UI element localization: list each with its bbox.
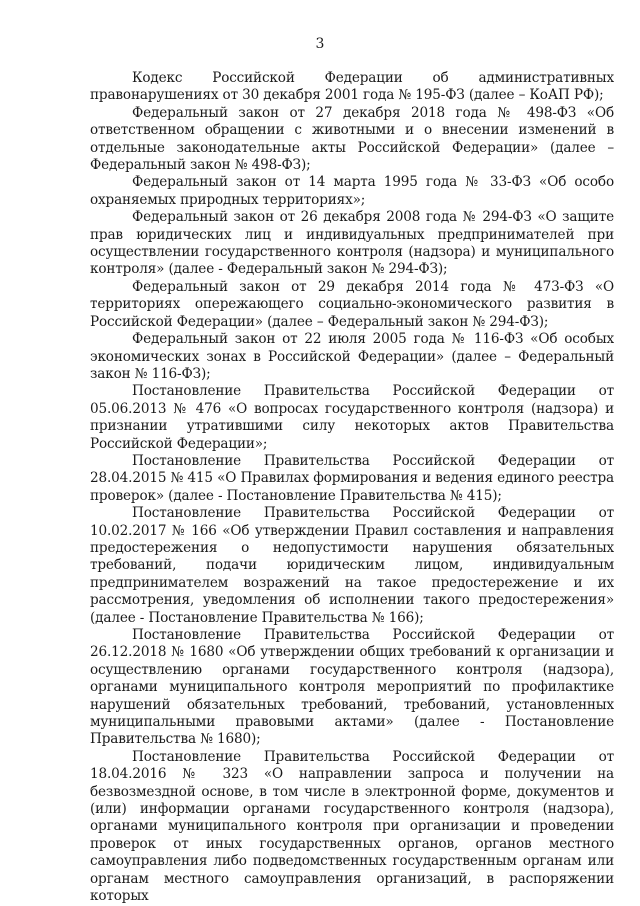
paragraph-fz-294: Федеральный закон от 26 декабря 2008 года № 294-ФЗ «О защите прав юридических лиц и индивидуальных предпринимателей при осуществлении государственного контроля (надзора) и муниципального контроля» (далее - Федеральный закон № 294-ФЗ); — [90, 209, 614, 278]
page-number: 3 — [315, 36, 325, 52]
paragraph-fz-473: Федеральный закон от 29 декабря 2014 года № 473-ФЗ «О территориях опережающего социально-экономического развития в Российской Федерации» (далее – Федеральный закон № 294-ФЗ); — [90, 278, 614, 330]
paragraph-postanovlenie-323: Постановление Правительства Российской Федерации от 18.04.2016 № 323 «О направлении запроса и получении на безвозмездной основе, в том числе в электронной форме, документов и (или) информации органами государственного контроля (надзора), органами муниципального контроля при организации и проведении проверок от иных государственных органов, органов местного самоуправления либо подведомственных государственным органам или органам местного самоуправления организаций, в распоряжении которых — [90, 748, 614, 905]
paragraph-fz-498: Федеральный закон от 27 декабря 2018 года № 498-ФЗ «Об ответственном обращении с животными и о внесении изменений в отдельные законодательные акты Российской Федерации» (далее – Федеральный закон № 498-ФЗ); — [90, 104, 614, 174]
document-body — [90, 70, 614, 906]
paragraph-fz-116: Федеральный закон от 22 июля 2005 года № 116-ФЗ «Об особых экономических зонах в Российской Федерации» (далее – Федеральный закон № 116-ФЗ); — [90, 331, 614, 382]
paragraph-fz-33: Федеральный закон от 14 марта 1995 года № 33-ФЗ «Об особо охраняемых природных территориях»; — [90, 174, 614, 208]
paragraph-postanovlenie-1680: Постановление Правительства Российской Федерации от 26.12.2018 № 1680 «Об утверждении общих требований к организации и осуществлению органами государственного контроля (надзора), органами муниципального контроля мероприятий по профилактике нарушений обязательных требований, требований, установленных муниципальными правовыми актами» (далее - Постановление Правительства № 1680); — [90, 627, 614, 748]
paragraph-postanovlenie-476: Постановление Правительства Российской Федерации от 05.06.2013 № 476 «О вопросах государственного контроля (надзора) и признании утратившими силу некоторых актов Правительства Российской Федерации»; — [90, 383, 614, 452]
paragraph-koap: Кодекс Российской Федерации об административных правонарушениях от 30 декабря 2001 года № 195-ФЗ (далее – КоАП РФ); — [90, 70, 614, 104]
paragraph-postanovlenie-415: Постановление Правительства Российской Федерации от 28.04.2015 № 415 «О Правилах формирования и ведения единого реестра проверок» (далее - Постановление Правительства № 415); — [90, 452, 614, 504]
paragraph-postanovlenie-166: Постановление Правительства Российской Федерации от 10.02.2017 № 166 «Об утверждении Правил составления и направления предостережения о недопустимости нарушения обязательных требований, подачи юридическим лицом, индивидуальным предпринимателем возражений на такое предостережение и их рассмотрения, уведомления об исполнении такого предостережения» (далее - Постановление Правительства № 166); — [90, 505, 614, 626]
